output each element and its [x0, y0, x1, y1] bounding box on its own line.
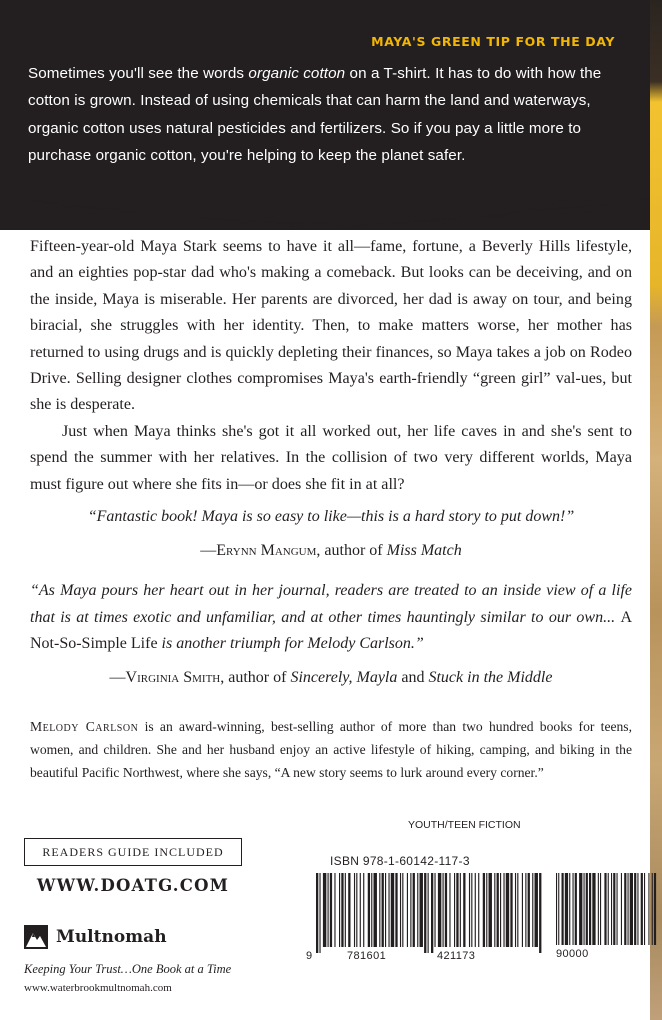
barcode-bar — [515, 873, 516, 947]
barcode-addon-bar — [604, 873, 606, 945]
category-label: YOUTH/TEEN FICTION — [408, 819, 521, 831]
isbn-barcode — [316, 873, 658, 953]
barcode-addon-bar — [556, 873, 557, 945]
barcode-bar — [363, 873, 364, 947]
barcode-bar — [413, 873, 415, 947]
barcode-bar — [506, 873, 509, 947]
barcode-addon-bar — [634, 873, 636, 945]
barcode-bar — [385, 873, 386, 947]
barcode-addon-bar — [621, 873, 622, 945]
barcode-bar — [522, 873, 523, 947]
barcode-addon-bar — [644, 873, 645, 945]
barcode-bar — [456, 873, 458, 947]
barcode-bar — [374, 873, 377, 947]
barcode-bar — [391, 873, 394, 947]
barcode-bar — [449, 873, 450, 947]
barcode-bar — [503, 873, 504, 947]
barcode-addon-bar — [613, 873, 615, 945]
barcode-bar — [517, 873, 518, 947]
barcode-addon-bar — [641, 873, 643, 945]
barcode-addon-bar — [652, 873, 653, 945]
barcode-bar — [319, 873, 320, 953]
barcode-bar — [424, 873, 426, 953]
barcode-bar — [339, 873, 340, 947]
barcode-addon-bar — [558, 873, 559, 945]
barcode-bar — [330, 873, 332, 947]
tip-text: Sometimes you'll see the words organic cotton on a T-shirt. It has to do with how the cotton is grown. Instead of using chemicals that can harm the land and waterways, organic cotton uses natural pesticides and fertilizers. So if you pay a little more to purchase organic cotton, you're helping to keep the planet safer. — [28, 65, 602, 164]
barcode-addon-bar — [648, 873, 649, 945]
endorsement-attribution-2: —Virginia Smith, author of Sincerely, Mayla and Stuck in the Middle — [109, 669, 553, 686]
barcode-bar — [407, 873, 408, 947]
barcode-bar — [360, 873, 361, 947]
endorsement-attribution-1: —Erynn Mangum, author of Miss Match — [200, 542, 462, 559]
barcode-addon-bar — [579, 873, 582, 945]
barcode-bar — [371, 873, 372, 947]
barcode-bar — [316, 873, 318, 953]
barcode-left-digits: 781601 — [347, 950, 387, 962]
barcode-bar — [445, 873, 447, 947]
barcode-bar — [328, 873, 329, 947]
book-blurb — [30, 234, 632, 498]
tip-title: MAYA'S GREEN TIP FOR THE DAY — [371, 34, 615, 49]
barcode-bar — [510, 873, 512, 947]
barcode-bar — [434, 873, 435, 947]
barcode-addon-bar — [608, 873, 609, 945]
barcode-addon-bar — [611, 873, 612, 945]
barcode-bar — [345, 873, 346, 947]
barcode-right-digits: 421173 — [437, 950, 476, 962]
barcode-bar — [379, 873, 380, 947]
barcode-bar — [438, 873, 441, 947]
barcode-bar — [469, 873, 470, 947]
publisher-url: www.waterbrookmultnomah.com — [24, 982, 172, 994]
barcode-bar — [420, 873, 423, 947]
barcode-addon-bar — [584, 873, 585, 945]
blurb-paragraph-2: Just when Maya thinks she's got it all worked out, her life caves in and she's sent to spend the summer with her relatives. In the collision of two very different worlds, Maya must figure out where she fits in—or does she fit in at all? — [30, 422, 632, 493]
barcode-bar — [402, 873, 403, 947]
barcode-bar — [388, 873, 389, 947]
barcode-addon-bar — [637, 873, 638, 945]
barcode-bar — [486, 873, 487, 947]
barcode-bar — [323, 873, 326, 947]
barcode-bar — [497, 873, 499, 947]
publisher-tagline: Keeping Your Trust…One Book at a Time — [24, 962, 232, 976]
author-name: Melody Carlson — [30, 719, 139, 734]
barcode-bar — [348, 873, 350, 947]
barcode-bar — [428, 873, 429, 953]
barcode-bar — [354, 873, 355, 947]
mountain-logo-icon — [24, 925, 48, 949]
tip-emphasis: organic cotton — [248, 65, 346, 82]
barcode-bar — [532, 873, 533, 947]
barcode-bar — [443, 873, 444, 947]
barcode-bar — [356, 873, 357, 947]
barcode-bar — [500, 873, 501, 947]
barcode-addon-bar — [654, 873, 656, 945]
barcode-bar — [539, 873, 541, 953]
barcode-bar — [463, 873, 465, 947]
barcode-bar — [382, 873, 384, 947]
barcode-addon-bar — [562, 873, 564, 945]
barcode-addon-bar — [569, 873, 570, 945]
barcode-bar — [494, 873, 495, 947]
barcode-addon-bar — [565, 873, 568, 945]
barcode-bar — [431, 873, 433, 953]
barcode-bar — [460, 873, 461, 947]
barcode-addon-bar — [592, 873, 595, 945]
barcode-bar — [410, 873, 411, 947]
endorsement-quote-2: “As Maya pours her heart out in her journal, readers are treated to an inside view of a life that is at times exotic and unfamiliar, and at other times hauntingly similar to our own... A Not-So-Simple Life is another triumph for Melody Carlson.” — [30, 582, 632, 652]
barcode-addon-bar — [586, 873, 588, 945]
barcode-bar — [478, 873, 479, 947]
barcode-addon-bar — [598, 873, 599, 945]
barcode-addon-bar — [573, 873, 574, 945]
barcode-bar — [475, 873, 476, 947]
isbn-label: ISBN 978-1-60142-117-3 — [330, 854, 470, 868]
endorsement-quote-1: “Fantastic book! Maya is so easy to like—this is a hard story to put down!” — [87, 508, 575, 525]
barcode-bar — [334, 873, 335, 947]
barcode-bar — [528, 873, 530, 947]
barcode-bar — [395, 873, 397, 947]
author-bio: Melody Carlson is an award-winning, best-selling author of more than two hundred books for teens, women, and children. She and her husband enjoy an active lifestyle of hiking, camping, and biking in the beautiful Pacific Northwest, where she says, “A new story seems to lurk around every corner.” — [30, 719, 632, 780]
website-url: WWW.DOATG.COM — [36, 876, 230, 895]
barcode-bar — [417, 873, 418, 947]
publisher-name: Multnomah — [56, 927, 167, 947]
barcode-bar — [368, 873, 370, 947]
barcode-bar — [525, 873, 526, 947]
barcode-addon-digits: 90000 — [556, 948, 589, 960]
barcode-addon-bar — [624, 873, 626, 945]
barcode-bar — [454, 873, 455, 947]
barcode-addon-bar — [589, 873, 591, 945]
readers-guide-box: READERS GUIDE INCLUDED — [24, 838, 242, 866]
barcode-bar — [471, 873, 472, 947]
barcode-addon-bar — [617, 873, 618, 945]
barcode-bar — [400, 873, 401, 947]
spine-photo-strip — [650, 0, 662, 1020]
barcode-bar — [489, 873, 492, 947]
barcode-lead-digit: 9 — [306, 950, 313, 962]
barcode-addon-bar — [575, 873, 577, 945]
barcode-bar — [483, 873, 485, 947]
barcode-addon-bar — [628, 873, 629, 945]
publisher-logo — [24, 925, 167, 949]
barcode-addon-bar — [630, 873, 633, 945]
barcode-addon-bar — [600, 873, 601, 945]
blurb-paragraph-1: Fifteen-year-old Maya Stark seems to have it all—fame, fortune, a Beverly Hills lifestyle, and an eighties pop-star dad who's making a comeback. But looks can be deceiving, and on the inside, Maya is miserable. Her parents are divorced, her dad is away on tour, and being biracial, she struggles with her identity. Then, to make matters worse, her mother has returned to using drugs and is quickly depleting their finances, so Maya takes a job on Rodeo Drive. Selling designer clothes compromises Maya's earth-friendly “green girl” val-ues, but she is desperate. — [30, 238, 632, 414]
barcode-bar — [341, 873, 343, 947]
barcode-bar — [535, 873, 538, 947]
